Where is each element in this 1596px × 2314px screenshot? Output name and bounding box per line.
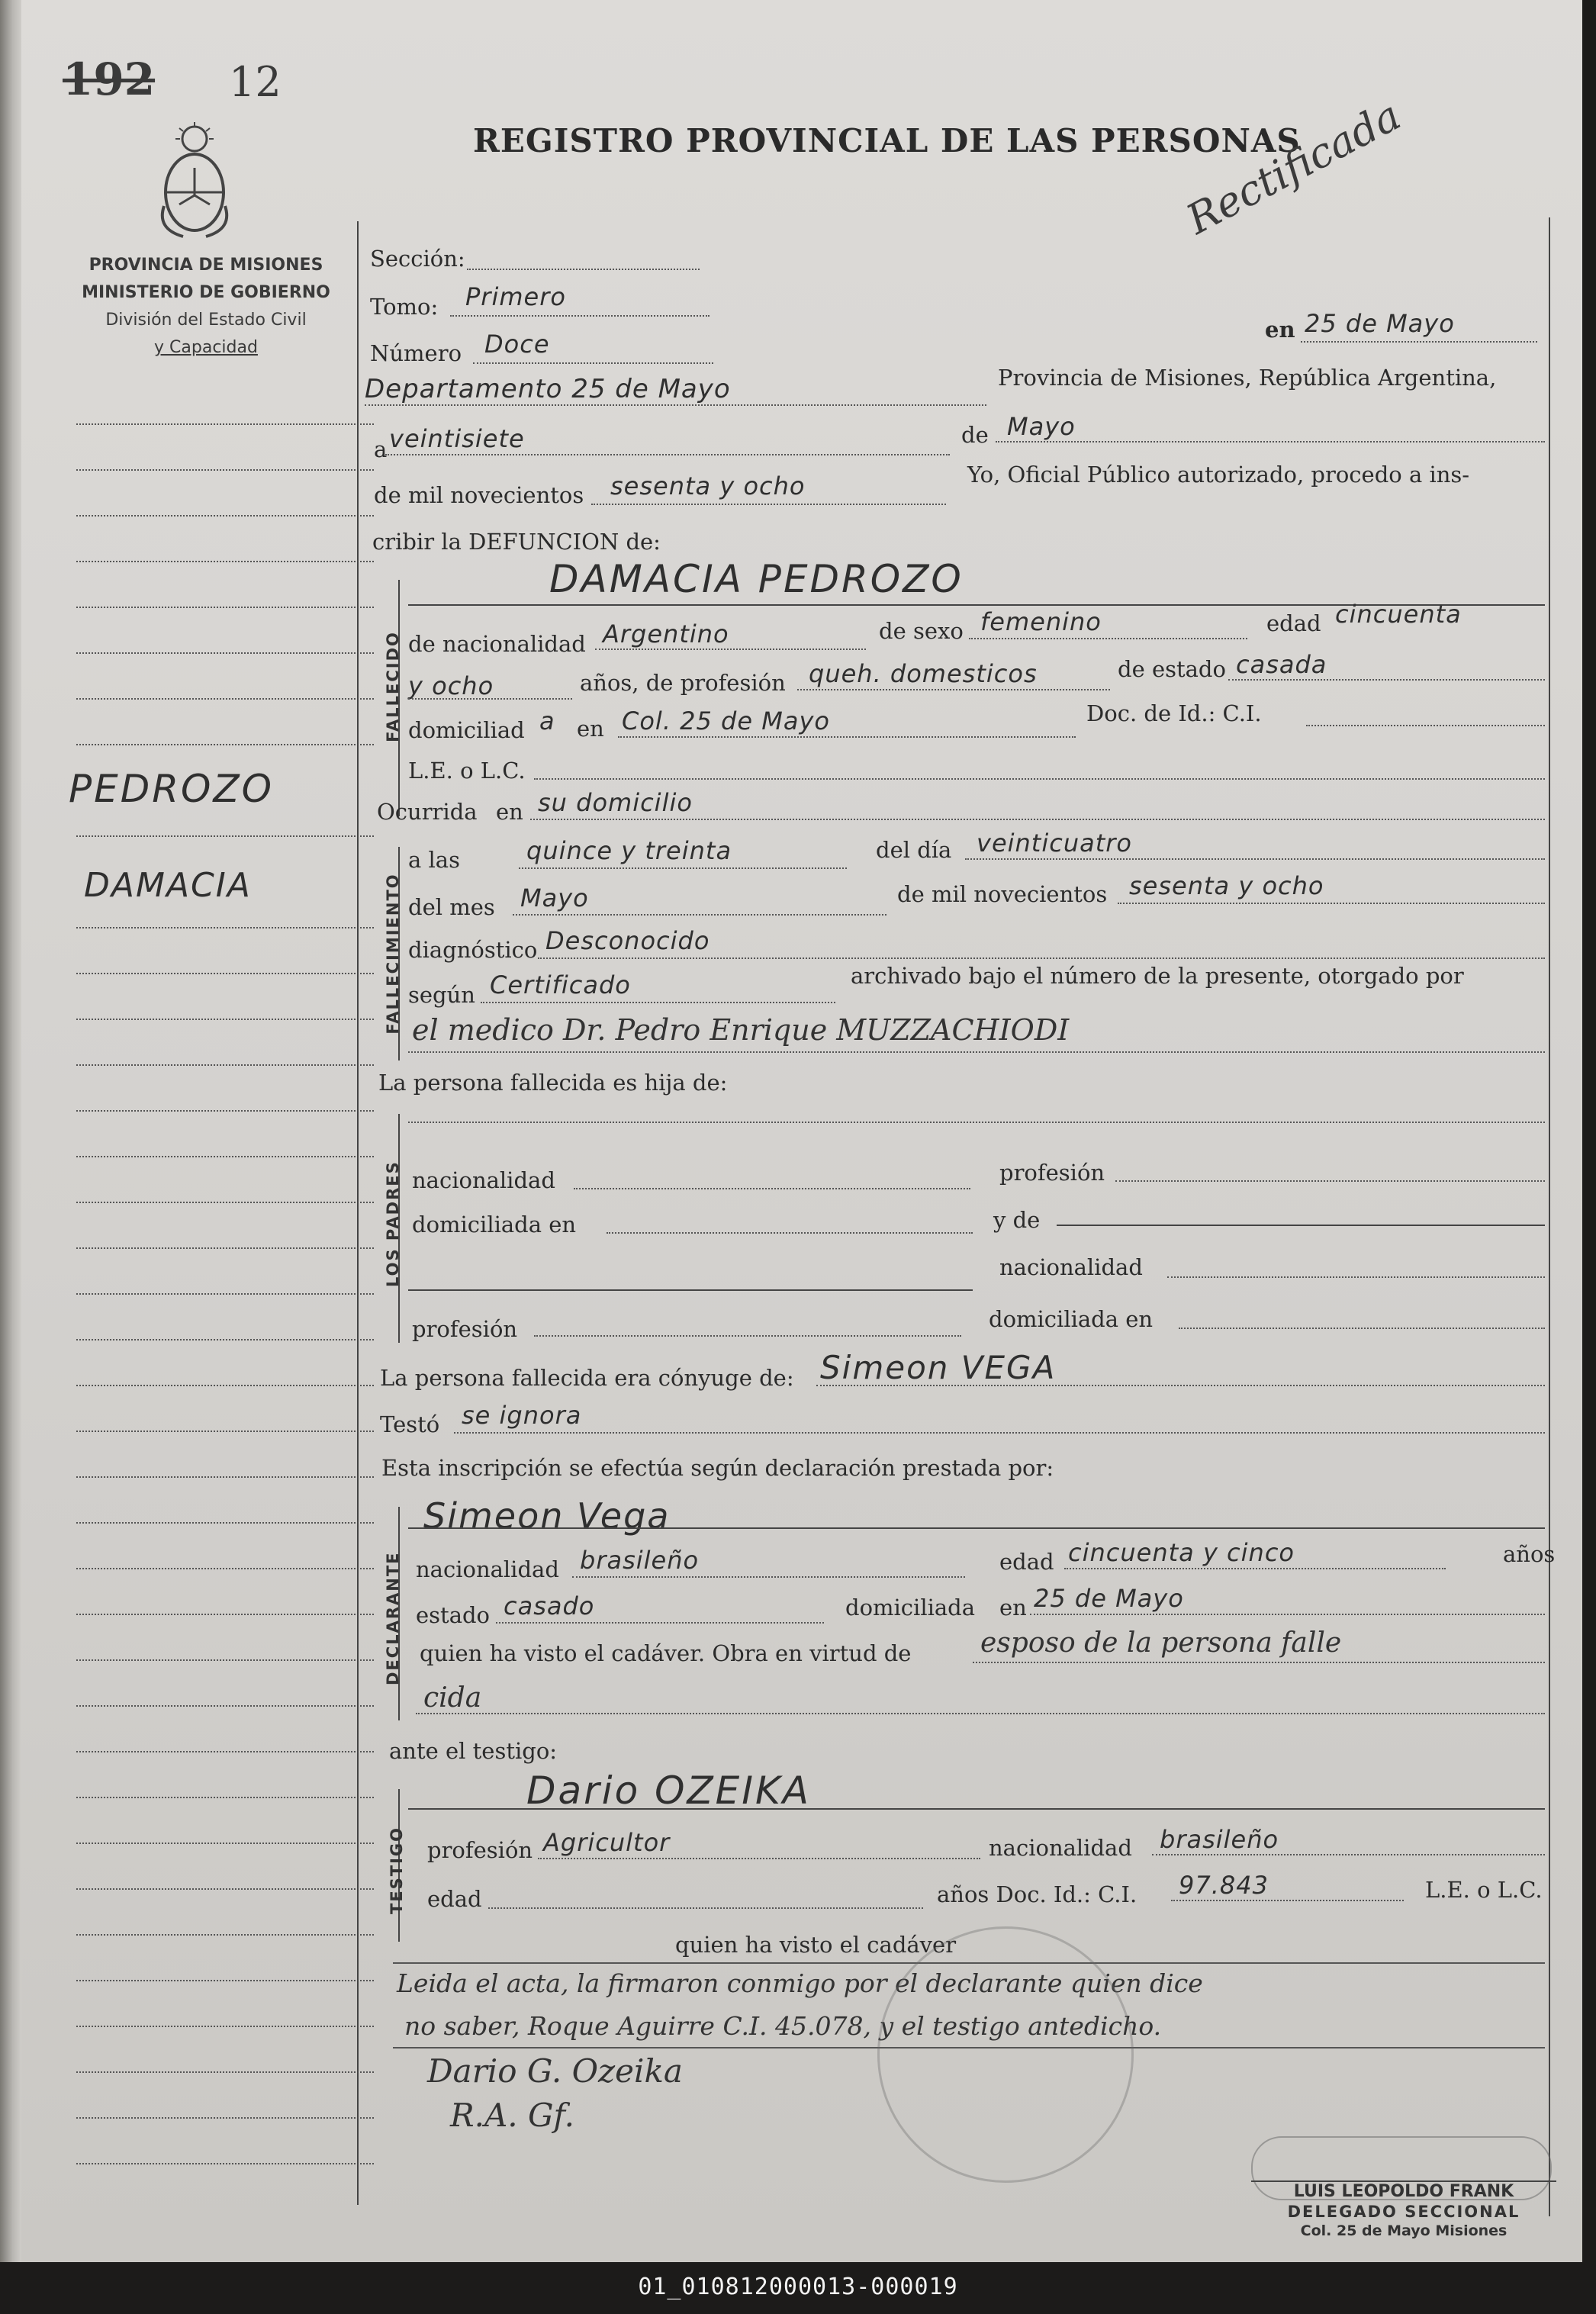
value-anio: sesenta y ocho: [610, 471, 806, 500]
label-declarante-estado: estado: [416, 1602, 491, 1628]
label-madre-domiciliada: domiciliada en: [989, 1306, 1154, 1332]
label-padre-profesion: profesión: [999, 1160, 1105, 1186]
value-vinculo-2: cida: [423, 1682, 482, 1714]
label-hija-de: La persona fallecida es hija de:: [378, 1070, 728, 1096]
value-domiciliad-suffix: a: [539, 706, 555, 735]
stamp-title: DELEGADO SECCIONAL: [1287, 2203, 1520, 2221]
value-segun: Certificado: [490, 970, 631, 999]
label-testigo-profesion: profesión: [427, 1837, 533, 1863]
value-testigo-profesion: Agricultor: [543, 1828, 671, 1857]
value-nombre: DAMACIA PEDROZO: [549, 557, 964, 601]
value-declarante-nacionalidad: brasileño: [580, 1546, 700, 1575]
value-estado: casada: [1236, 650, 1327, 679]
label-testo: Testó: [380, 1411, 440, 1437]
division-label: División del Estado Civil: [105, 311, 307, 330]
label-de: de: [961, 422, 989, 448]
document-id: 01_010812000013-000019: [638, 2274, 958, 2300]
label-nacionalidad: de nacionalidad: [408, 631, 586, 657]
label-quien-visto: quien ha visto el cadáver. Obra en virtud de: [420, 1640, 912, 1666]
label-edad: edad: [1266, 610, 1321, 636]
value-declarante: Simeon Vega: [423, 1495, 671, 1537]
official-seal: [877, 1926, 1134, 2183]
label-oficial: Yo, Oficial Público autorizado, procedo a ins-: [967, 462, 1470, 488]
label-le-lc: L.E. o L.C.: [408, 758, 526, 784]
page-number-struck: 192: [63, 53, 156, 105]
label-de-mil-2: de mil novecientos: [897, 881, 1108, 907]
label-segun: según: [408, 982, 475, 1008]
label-anos-profesion: años, de profesión: [580, 670, 786, 696]
signature-second: R.A. Gf.: [450, 2097, 574, 2134]
margin-given-name: DAMACIA: [84, 866, 252, 905]
value-vinculo-1: esposo de la persona falle: [980, 1627, 1342, 1659]
label-en: en: [1265, 317, 1295, 343]
value-en: 25 de Mayo: [1305, 309, 1455, 338]
closing-line-1: Leida el acta, la firmaron conmigo por el declarante quien dice: [397, 1968, 1203, 1998]
ministry-label: MINISTERIO DE GOBIERNO: [82, 283, 330, 302]
value-diagnostico: Desconocido: [545, 926, 710, 955]
value-edad-2: y ocho: [408, 671, 494, 700]
label-madre-nacionalidad: nacionalidad: [999, 1254, 1143, 1280]
label-de-mil: de mil novecientos: [374, 482, 584, 508]
label-declarante-anos: años: [1503, 1541, 1556, 1567]
value-mes: Mayo: [1007, 412, 1076, 441]
page-number: 12: [229, 58, 282, 106]
margin-surname: PEDROZO: [69, 767, 274, 811]
label-y-de: y de: [993, 1207, 1041, 1233]
official-stamp: [1251, 2136, 1556, 2239]
label-declarante-nacionalidad: nacionalidad: [416, 1556, 559, 1582]
tab-padres: LOS PADRES: [384, 1160, 402, 1287]
label-provincia: Provincia de Misiones, República Argentina,: [998, 365, 1497, 391]
label-ocurrida-en: en: [496, 799, 523, 825]
value-testigo-ci: 97.843: [1179, 1871, 1269, 1900]
value-departamento: Departamento 25 de Mayo: [365, 374, 731, 404]
value-tomo: Primero: [465, 282, 566, 311]
stamp-place: Col. 25 de Mayo Misiones: [1300, 2222, 1508, 2239]
province-label: PROVINCIA DE MISIONES: [88, 256, 323, 275]
label-estado: de estado: [1118, 656, 1226, 682]
label-a-las: a las: [408, 847, 460, 873]
label-testigo-anos-doc: años Doc. Id.: C.I.: [937, 1881, 1137, 1907]
closing-line-2: no saber, Roque Aguirre C.I. 45.078, y el testigo antedicho.: [404, 2011, 1162, 2041]
label-inscribir: cribir la DEFUNCION de:: [372, 529, 661, 555]
label-del-mes: del mes: [408, 894, 495, 920]
page-title: REGISTRO PROVINCIAL DE LAS PERSONAS: [473, 122, 1301, 159]
value-hora: quince y treinta: [526, 836, 732, 865]
value-conyuge: Simeon VEGA: [820, 1349, 1057, 1386]
tab-fallecido: FALLECIDO: [384, 631, 402, 742]
label-archivado: archivado bajo el número de la presente, otorgado por: [851, 963, 1464, 989]
value-mes-fallec: Mayo: [520, 883, 589, 912]
value-testigo: Dario OZEIKA: [526, 1768, 812, 1813]
label-tomo: Tomo:: [370, 294, 439, 320]
label-madre-profesion: profesión: [412, 1316, 518, 1342]
label-numero: Número: [370, 340, 462, 366]
value-medico: el medico Dr. Pedro Enrique MUZZACHIODI: [412, 1013, 1070, 1047]
value-nacionalidad: Argentino: [603, 620, 729, 648]
label-inscripcion: Esta inscripción se efectúa según declaración prestada por:: [381, 1455, 1054, 1481]
tab-fallecimiento: FALLECIMIENTO: [384, 873, 402, 1035]
label-declarante-edad: edad: [999, 1549, 1054, 1575]
label-padre-domiciliada: domiciliada en: [412, 1212, 577, 1237]
label-del-dia: del día: [876, 837, 952, 863]
label-testigo-quien-visto: quien ha visto el cadáver: [675, 1932, 957, 1958]
label-conyuge: La persona fallecida era cónyuge de:: [380, 1365, 794, 1391]
stamp-name: LUIS LEOPOLDO FRANK: [1251, 2180, 1556, 2201]
label-declarante-en: en: [999, 1595, 1027, 1620]
label-a: a: [374, 436, 388, 462]
label-padre-nacionalidad: nacionalidad: [412, 1167, 555, 1193]
capacity-label: y Capacidad: [154, 338, 258, 357]
label-ante-testigo: ante el testigo:: [389, 1738, 558, 1764]
margin-note-rectificada: Rectificada: [1179, 91, 1408, 244]
value-declarante-estado: casado: [504, 1591, 595, 1620]
signature-testigo: Dario G. Ozeika: [427, 2052, 683, 2090]
value-numero: Doce: [484, 330, 550, 359]
value-ocurrida: su domicilio: [538, 788, 693, 817]
value-domicilio: Col. 25 de Mayo: [622, 706, 830, 735]
label-testigo-edad: edad: [427, 1886, 482, 1912]
value-testigo-nacionalidad: brasileño: [1160, 1825, 1279, 1854]
label-testigo-le-lc: L.E. o L.C.: [1425, 1877, 1543, 1903]
label-testigo-nacionalidad: nacionalidad: [989, 1835, 1132, 1861]
page-binding: [0, 0, 21, 2262]
value-declarante-edad: cincuenta y cinco: [1068, 1538, 1295, 1567]
value-declarante-domicilio: 25 de Mayo: [1034, 1584, 1184, 1613]
label-ocurrida: Ocurrida: [377, 799, 478, 825]
main-column-rule: [357, 221, 359, 2205]
tab-declarante: DECLARANTE: [384, 1551, 402, 1685]
value-edad-1: cincuenta: [1335, 600, 1462, 629]
value-testo: se ignora: [462, 1401, 582, 1430]
label-diagnostico: diagnóstico: [408, 937, 538, 963]
label-declarante-domiciliada: domiciliada: [845, 1595, 976, 1620]
value-dia-fallec: veinticuatro: [977, 829, 1132, 858]
value-dia: veintisiete: [389, 424, 525, 453]
tab-testigo: TESTIGO: [388, 1826, 406, 1914]
value-anio-fallec: sesenta y ocho: [1129, 871, 1324, 900]
label-sexo: de sexo: [879, 618, 964, 644]
coat-of-arms-icon: [153, 122, 237, 244]
label-en-domicilio: en: [577, 716, 604, 742]
issuing-office: [61, 252, 351, 362]
label-domiciliad: domiciliad: [408, 717, 525, 743]
right-border: [1549, 217, 1550, 2216]
label-seccion: Sección:: [370, 246, 465, 272]
value-profesion: queh. domesticos: [809, 659, 1038, 688]
label-doc-id: Doc. de Id.: C.I.: [1086, 700, 1262, 726]
value-sexo: femenino: [980, 607, 1102, 636]
